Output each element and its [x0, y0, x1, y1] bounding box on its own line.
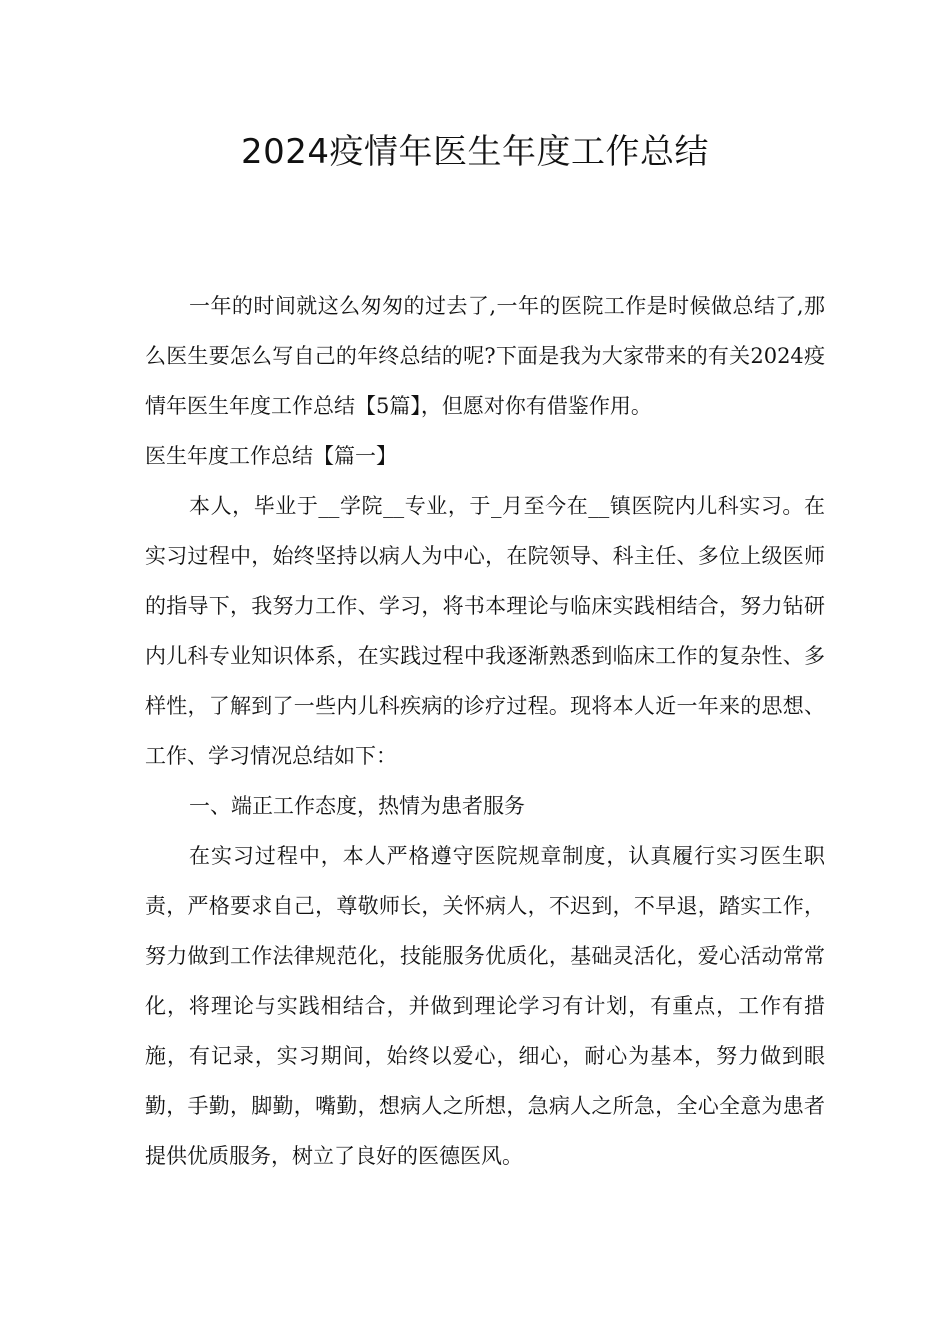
subheading-1: 一、端正工作态度，热情为患者服务	[189, 794, 525, 818]
intro-paragraph: 一年的时间就这么匆匆的过去了,一年的医院工作是时候做总结了,那么医生要怎么写自己的年终总结的呢?下面是我为大家带来的有关2024疫情年医生年度工作总结【5篇】，但愿对你有借鉴作用。	[145, 294, 825, 418]
document-title: 2024疫情年医生年度工作总结	[240, 132, 710, 172]
section-title: 医生年度工作总结【篇一】	[145, 444, 397, 468]
paragraph-1: 本人，毕业于__学院__专业，于_月至今在__镇医院内儿科实习。在实习过程中，始终坚持以病人为中心，在院领导、科主任、多位上级医师的指导下，我努力工作、学习，将书本理论与临床实践相结合，努力钻研内儿科专业知识体系，在实践过程中我逐渐熟悉到临床工作的复杂性、多样性，了解到了一些内儿科疾病的诊疗过程。现将本人近一年来的思想、工作、学习情况总结如下：	[145, 494, 825, 768]
paragraph-2: 在实习过程中，本人严格遵守医院规章制度，认真履行实习医生职责，严格要求自己，尊敬师长，关怀病人，不迟到，不早退，踏实工作，努力做到工作法律规范化，技能服务优质化，基础灵活化，爱心活动常常化，将理论与实践相结合，并做到理论学习有计划，有重点，工作有措施，有记录，实习期间，始终以爱心，细心，耐心为基本，努力做到眼勤，手勤，脚勤，嘴勤，想病人之所想，急病人之所急，全心全意为患者提供优质服务，树立了良好的医德医风。	[145, 844, 825, 1168]
document-body	[145, 281, 825, 1181]
